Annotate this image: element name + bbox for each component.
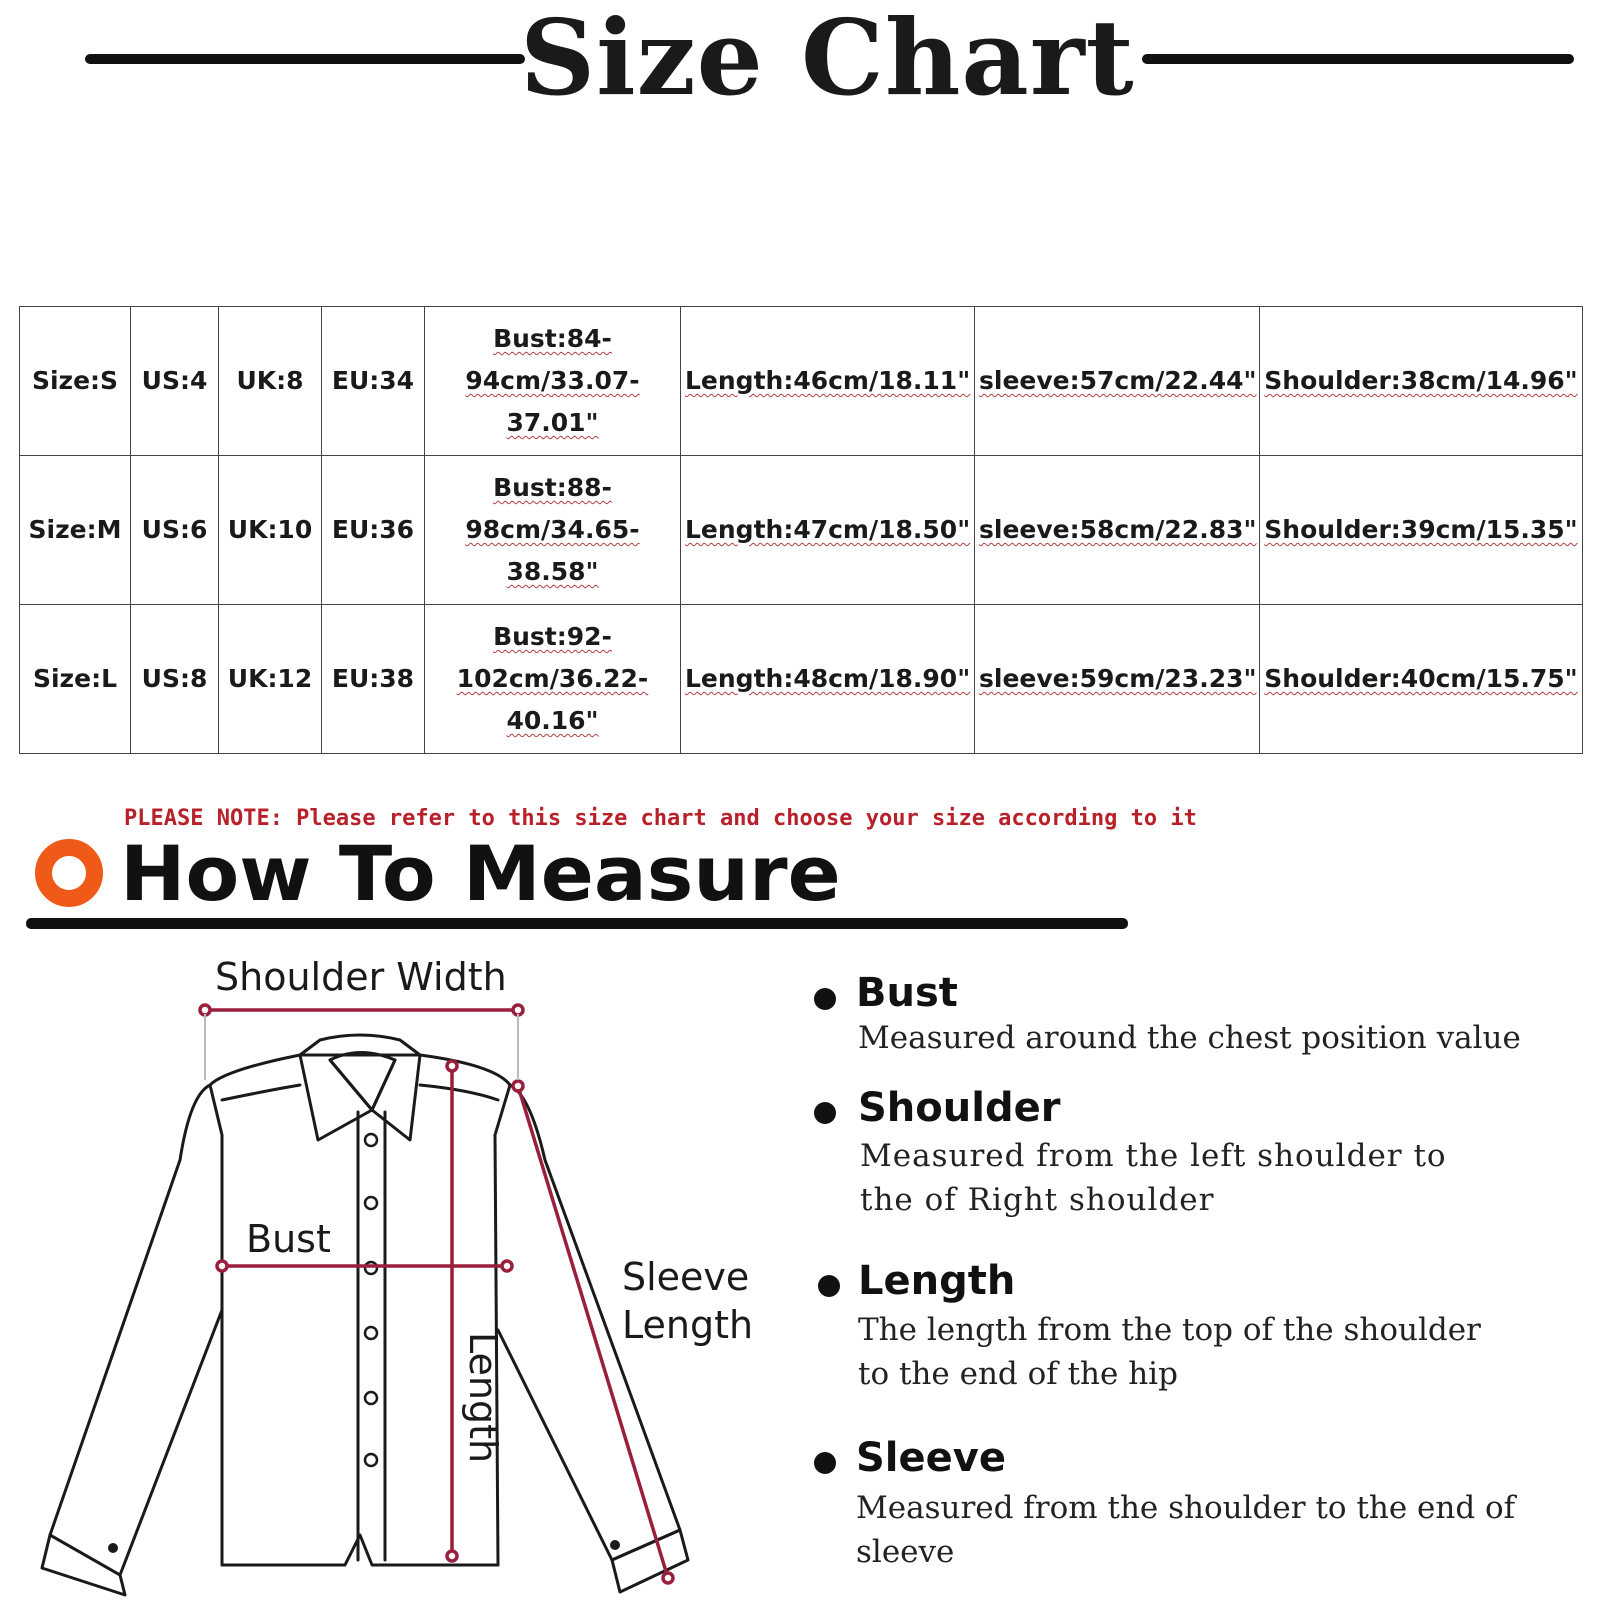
ring-icon	[35, 839, 103, 907]
us-size-cell: US:8	[131, 605, 219, 754]
size-table	[19, 306, 1583, 754]
bust-cell	[425, 605, 681, 754]
uk-size-cell: UK:10	[219, 456, 322, 605]
uk-size-cell: UK:8	[219, 307, 322, 456]
table-row	[20, 456, 1583, 605]
bullet-icon	[814, 988, 836, 1010]
length-cell	[681, 307, 975, 456]
point-title-length: Length	[858, 1258, 1016, 1304]
eu-size-cell: EU:34	[322, 307, 425, 456]
size-cell: Size:M	[20, 456, 131, 605]
length-cell	[681, 605, 975, 754]
buttons-icon	[365, 1134, 377, 1466]
shoulder-value: Shoulder:39cm/15.35"	[1264, 515, 1578, 544]
shoulder-cell	[1260, 456, 1583, 605]
bust-label: Bust	[246, 1217, 331, 1261]
size-cell: Size:L	[20, 605, 131, 754]
uk-size-cell: UK:12	[219, 605, 322, 754]
size-note: PLEASE NOTE: Please refer to this size chart and choose your size according to it	[124, 806, 1197, 831]
us-size-cell: US:4	[131, 307, 219, 456]
sleeve-cell	[975, 456, 1260, 605]
point-title-shoulder: Shoulder	[858, 1085, 1061, 1131]
shoulder-width-label: Shoulder Width	[215, 955, 507, 999]
eu-size-cell: EU:36	[322, 456, 425, 605]
title-rule-right	[1142, 54, 1574, 64]
size-table-body	[20, 307, 1583, 754]
shirt-diagram	[0, 930, 790, 1600]
point-title-sleeve: Sleeve	[856, 1435, 1006, 1481]
sleeve-cell	[975, 605, 1260, 754]
length-label: Length	[461, 1332, 505, 1464]
us-size-cell: US:6	[131, 456, 219, 605]
measure-heading: How To Measure	[120, 829, 841, 918]
shoulder-cell	[1260, 307, 1583, 456]
title-rule-left	[85, 54, 525, 64]
sleeve-value: sleeve:58cm/22.83"	[979, 515, 1257, 544]
sleeve-cell	[975, 307, 1260, 456]
shoulder-value: Shoulder:38cm/14.96"	[1264, 366, 1578, 395]
length-cell	[681, 456, 975, 605]
page-title: Size Chart	[520, 0, 1135, 119]
table-row	[20, 605, 1583, 754]
bust-value: Bust:92-102cm/36.22-40.16"	[456, 622, 649, 735]
cuff-button-icon	[108, 1543, 118, 1553]
bullet-icon	[814, 1102, 836, 1124]
cuff-button-icon	[610, 1540, 620, 1550]
bust-cell	[425, 307, 681, 456]
length-value: Length:47cm/18.50"	[685, 515, 971, 544]
table-row	[20, 307, 1583, 456]
point-desc-length: The length from the top of the shoulder to the end of the hip	[858, 1312, 1481, 1392]
point-title-bust: Bust	[856, 970, 958, 1016]
point-desc-bust: Measured around the chest position value	[858, 1020, 1521, 1056]
bullet-icon	[814, 1452, 836, 1474]
sleeve-value: sleeve:57cm/22.44"	[979, 366, 1257, 395]
shoulder-cell	[1260, 605, 1583, 754]
point-desc-shoulder: Measured from the left shoulder to the of Right shoulder	[860, 1138, 1447, 1218]
size-cell: Size:S	[20, 307, 131, 456]
shoulder-value: Shoulder:40cm/15.75"	[1264, 664, 1578, 693]
heading-rule	[26, 918, 1128, 929]
length-value: Length:48cm/18.90"	[685, 664, 971, 693]
sleeve-label-line1: Sleeve	[622, 1255, 750, 1299]
sleeve-value: sleeve:59cm/23.23"	[979, 664, 1257, 693]
sleeve-label-line2: Length	[622, 1303, 754, 1347]
guide-lines-icon	[205, 1014, 518, 1080]
shirt-outline-icon	[42, 1035, 688, 1595]
bust-value: Bust:88-98cm/34.65-38.58"	[465, 473, 640, 586]
bullet-icon	[818, 1275, 840, 1297]
length-value: Length:46cm/18.11"	[685, 366, 971, 395]
bust-value: Bust:84-94cm/33.07-37.01"	[465, 324, 640, 437]
point-desc-sleeve: Measured from the shoulder to the end of sleeve	[856, 1490, 1516, 1570]
eu-size-cell: EU:38	[322, 605, 425, 754]
bust-cell	[425, 456, 681, 605]
